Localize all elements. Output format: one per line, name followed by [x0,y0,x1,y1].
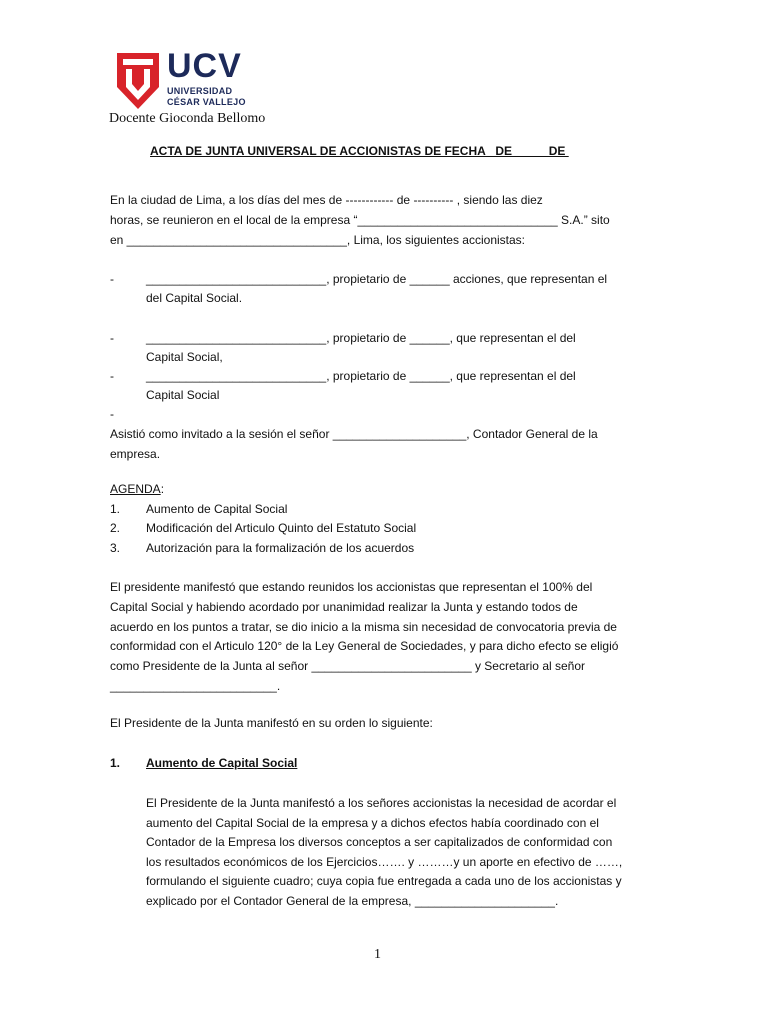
logo-name: UCV [167,47,242,85]
intro-line-3: en _________________________________, Lima, los siguientes accionistas: [110,233,526,247]
logo-subtitle-1: UNIVERSIDAD [167,86,233,96]
agenda-item-2-num: 2. [110,521,121,535]
intro-line-1: En la ciudad de Lima, a los días del mes de ------------ de ---------- , siendo las diez [110,193,543,207]
shareholder-1-dash: - [110,272,114,286]
shareholder-2-line-2: Capital Social, [146,350,223,364]
shareholder-2-line-1: ___________________________, propietario de ______, que representan el del [146,331,576,345]
extra-dash: - [110,407,114,421]
president-para-line-3: acuerdo en los puntos a tratar, se dio inicio a la misma sin necesidad de convocatoria previa de [110,620,617,634]
guest-line-1: Asistió como invitado a la sesión el señor ____________________, Contador General de la [110,427,598,441]
page-number: 1 [374,947,381,962]
president-para-line-1: El presidente manifestó que estando reunidos los accionistas que representan el 100% del [110,580,593,594]
agenda-item-2-text: Modificación del Articulo Quinto del Estatuto Social [146,521,417,535]
president-para-line-5: como Presidente de la Junta al señor ________________________ y Secretario al señor [110,659,586,673]
president-para-line-2: Capital Social y habiendo acordado por unanimidad realizar la Junta y estando todos de [110,600,578,614]
agenda-item-1-text: Aumento de Capital Social [146,502,288,516]
shareholder-2-dash: - [110,331,114,345]
section-1-para-line-6: explicado por el Contador General de la empresa, _____________________. [146,894,559,908]
section-1-para-line-4: los resultados económicos de los Ejercicios……. y ………y un aporte en efectivo de ……, [146,855,623,869]
section-1-para-line-3: Contador de la Empresa los diversos conceptos a ser capitalizados de conformidad con [146,835,613,849]
president-order-line: El Presidente de la Junta manifestó en su orden lo siguiente: [110,716,433,730]
intro-line-2: horas, se reunieron en el local de la empresa “______________________________ S.A.” sito [110,213,610,227]
section-1-para-line-2: aumento del Capital Social de la empresa y a dichos efectos había coordinado con el [146,816,599,830]
document-title: ACTA DE JUNTA UNIVERSAL DE ACCIONISTAS DE FECHA DE DE [150,144,569,158]
section-1-para-line-5: formulando el siguiente cuadro; cuya copia fue entregada a cada uno de los accionistas y [146,874,622,888]
shareholder-3-line-2: Capital Social [146,388,220,402]
agenda-item-3-num: 3. [110,541,121,555]
section-1-title: Aumento de Capital Social [146,756,298,770]
shareholder-3-line-1: ___________________________, propietario de ______, que representan el del [146,369,576,383]
shareholder-1-line-2: del Capital Social. [146,291,243,305]
teacher-name: Docente Gioconda Bellomo [109,111,266,126]
section-1-para-line-1: El Presidente de la Junta manifestó a los señores accionistas la necesidad de acordar el [146,796,617,810]
ucv-shield-icon [117,53,159,109]
president-para-line-6: _________________________. [110,679,281,693]
logo-subtitle-2: CÉSAR VALLEJO [167,97,246,107]
agenda-heading [110,481,164,497]
agenda-label: AGENDA [110,482,161,496]
agenda-item-3-text: Autorización para la formalización de los acuerdos [146,541,415,555]
shareholder-3-dash: - [110,369,114,383]
agenda-item-1-num: 1. [110,502,121,516]
shareholder-1-line-1: ___________________________, propietario de ______ acciones, que representan el [146,272,608,286]
section-1-number: 1. [110,756,121,770]
guest-line-2: empresa. [110,447,161,461]
president-para-line-4: conformidad con el Articulo 120° de la Ley General de Sociedades, y para dicho efecto se eligió [110,639,619,653]
agenda-colon: : [160,482,165,496]
ucv-logo [117,47,246,111]
